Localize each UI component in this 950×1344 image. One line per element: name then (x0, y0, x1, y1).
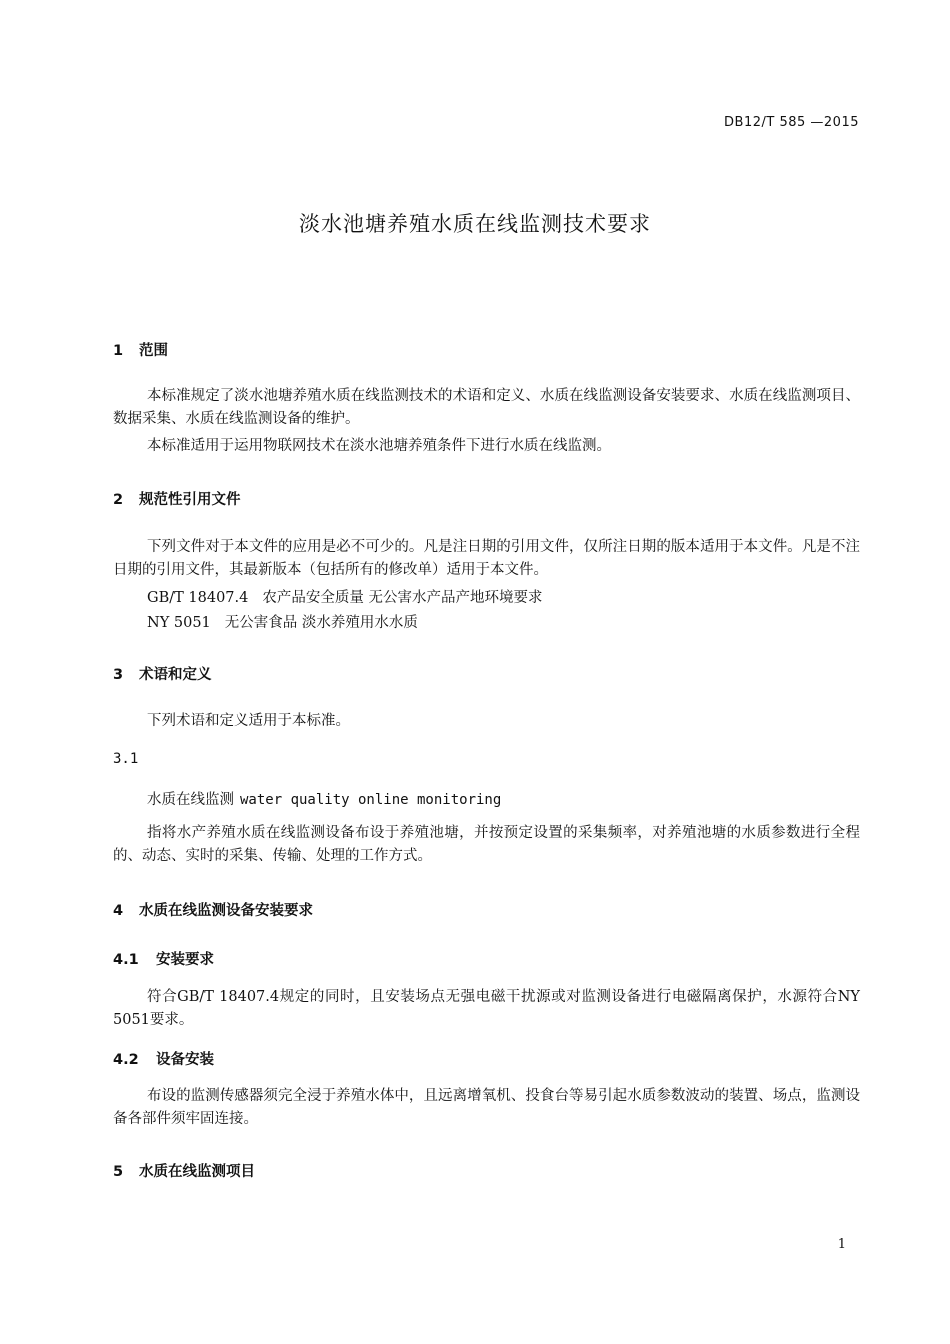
subsection-heading-4-1 (113, 948, 214, 969)
section-title: 水质在线监测项目 (139, 1164, 255, 1180)
section-number: 4 (113, 903, 124, 919)
paragraph: 下列术语和定义适用于本标准。 (147, 713, 350, 729)
section-heading-5 (113, 1160, 255, 1181)
section-number: 2 (113, 492, 124, 508)
document-title: 淡水池塘养殖水质在线监测技术要求 (299, 212, 651, 236)
section-heading-1 (113, 339, 168, 360)
paragraph: 本标准规定了淡水池塘养殖水质在线监测技术的术语和定义、水质在线监测设备安装要求、水质在线监测项目、数据采集、水质在线监测设备的维护。 (113, 388, 860, 427)
reference-code: GB/T 18407.4 (147, 590, 249, 606)
paragraph: 下列文件对于本文件的应用是必不可少的。凡是注日期的引用文件，仅所注日期的版本适用于本文件。凡是不注日期的引用文件，其最新版本（包括所有的修改单）适用于本文件。 (113, 539, 860, 578)
reference-item (147, 586, 542, 607)
section-title: 范围 (139, 343, 168, 359)
section-number: 3 (113, 667, 124, 683)
paragraph: 布设的监测传感器须完全浸于养殖水体中，且远离增氧机、投食台等易引起水质参数波动的装置、场点，监测设备各部件须牢固连接。 (113, 1088, 860, 1127)
subsection-title: 安装要求 (156, 952, 214, 968)
section-heading-2 (113, 488, 241, 509)
reference-code: NY 5051 (147, 615, 211, 631)
section-title: 规范性引用文件 (139, 492, 241, 508)
section-heading-3 (113, 663, 212, 684)
reference-item (147, 611, 418, 632)
term-definition: 指将水产养殖水质在线监测设备布设于养殖池塘，并按预定设置的采集频率，对养殖池塘的水质参数进行全程的、动态、实时的采集、传输、处理的工作方式。 (113, 825, 860, 864)
section-number: 5 (113, 1164, 124, 1180)
subsection-title: 设备安装 (156, 1052, 214, 1068)
term-number: 3.1 (113, 751, 139, 767)
section-heading-4 (113, 899, 313, 920)
document-code: DB12/T 585 —2015 (724, 115, 859, 130)
subsection-number: 4.2 (113, 1052, 139, 1068)
paragraph: 符合GB/T 18407.4规定的同时，且安装场点无强电磁干扰源或对监测设备进行电磁隔离保护，水源符合NY 5051要求。 (113, 989, 860, 1028)
section-title: 术语和定义 (139, 667, 212, 683)
paragraph: 本标准适用于运用物联网技术在淡水池塘养殖条件下进行水质在线监测。 (147, 438, 611, 454)
term-chinese: 水质在线监测 (147, 792, 234, 808)
reference-name: 农产品安全质量 无公害水产品产地环境要求 (262, 590, 543, 606)
reference-name: 无公害食品 淡水养殖用水水质 (224, 615, 418, 631)
page-number: 1 (837, 1237, 846, 1252)
subsection-heading-4-2 (113, 1048, 214, 1069)
section-title: 水质在线监测设备安装要求 (139, 903, 313, 919)
subsection-number: 4.1 (113, 952, 139, 968)
section-number: 1 (113, 343, 124, 359)
term-entry (147, 788, 501, 809)
term-english: water quality online monitoring (240, 792, 502, 808)
